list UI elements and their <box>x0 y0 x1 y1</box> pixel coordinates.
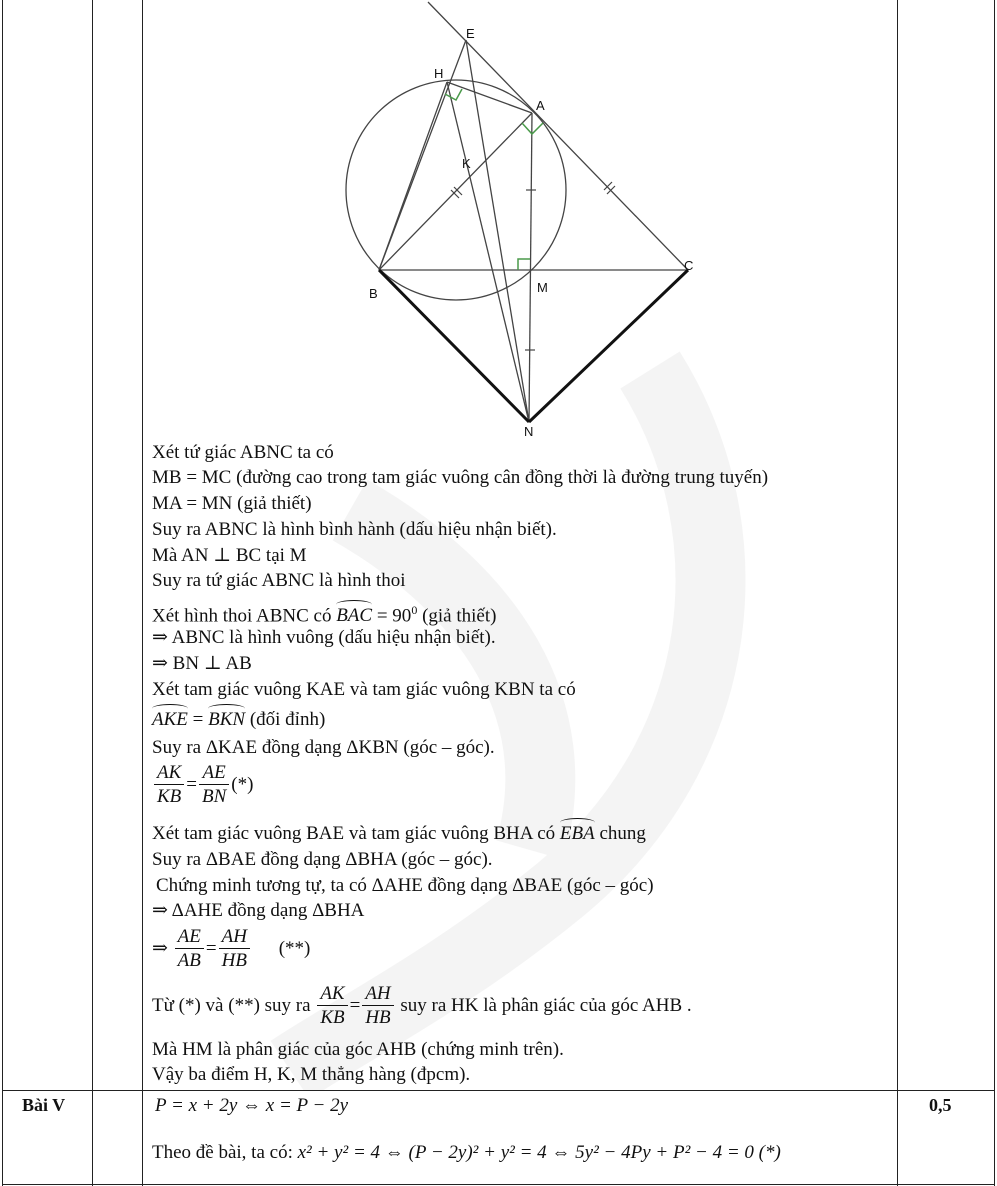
fraction-num: AH <box>362 983 393 1006</box>
right-angle-m <box>518 259 530 270</box>
proof-line-4: Suy ra ABNC là hình bình hành (dấu hiệu nhận biết). <box>152 519 557 540</box>
proof-line-7-note: (giả thiết) <box>422 605 497 627</box>
equals-sign: = <box>186 773 197 795</box>
label-e: E <box>466 26 475 41</box>
proof-line-17: ⇒ ΔAHE đồng dạng ΔBHA <box>152 900 365 921</box>
fraction-num: AH <box>219 926 250 949</box>
fraction-ah-hb <box>219 926 250 973</box>
proof-line-6: Suy ra tứ giác ABNC là hình thoi <box>152 570 406 591</box>
table-border-bottom <box>2 1184 995 1185</box>
table-border-right <box>994 0 995 1186</box>
fraction-den: AB <box>177 950 201 971</box>
bai-v-line-1: P = x + 2y ⇔ x = P − 2y <box>155 1095 349 1116</box>
fraction-den: KB <box>320 1007 345 1028</box>
proof-line-19-pre: Từ (*) và (**) suy ra <box>152 994 311 1016</box>
segment-an <box>529 113 532 422</box>
proof-line-11-note: (đối đỉnh) <box>249 709 326 730</box>
segment-ha <box>447 82 532 113</box>
bai-v-equation: x² + y² = 4 ⇔ (P − 2y)² + y² = 4 ⇔ 5y² − 4Py + P² − 4 = 0 (*) <box>297 1142 781 1163</box>
proof-line-16: Chứng minh tương tự, ta có ΔAHE đồng dạng ΔBAE (góc – góc) <box>156 875 654 896</box>
segment-cn <box>529 270 688 422</box>
proof-line-14 <box>152 823 646 845</box>
angle-bkn: BKN <box>208 709 246 730</box>
proof-line-20: Mà HM là phân giác của góc AHB (chứng minh trên). <box>152 1039 564 1060</box>
proof-line-3: MA = MN (giả thiết) <box>152 493 312 514</box>
geometry-figure <box>330 0 730 440</box>
fraction-ah-hb <box>362 983 393 1030</box>
proof-line-2: MB = MC (đường cao trong tam giác vuông cân đồng thời là đường trung tuyến) <box>152 467 769 488</box>
proof-line-11 <box>152 709 325 731</box>
proof-line-5: Mà AN ⊥ BC tại M <box>152 545 307 566</box>
table-border-left <box>2 0 3 1186</box>
table-row-divider <box>2 1090 995 1091</box>
proof-line-14-end: chung <box>599 823 646 844</box>
proof-line-21: Vậy ba điểm H, K, M thẳng hàng (đpcm). <box>152 1064 471 1085</box>
bai-v-line-2-text: Theo đề bài, ta có: <box>152 1142 293 1163</box>
angle-ake: AKE <box>152 709 188 730</box>
table-border-col2 <box>142 0 143 1186</box>
bai-v-label: Bài V <box>22 1095 66 1115</box>
tick-ac <box>604 182 612 190</box>
proof-line-9: ⇒ BN ⊥ AB <box>152 653 252 674</box>
angle-value: = 90 <box>376 605 412 627</box>
fraction-ak-kb <box>317 983 347 1030</box>
segment-hn <box>447 82 529 422</box>
label-h: H <box>434 66 444 81</box>
segment-ba <box>379 113 532 270</box>
proof-line-7-text: Xét hình thoi ABNC có <box>152 605 332 627</box>
degree-mark: 0 <box>411 603 418 617</box>
equation-tag: (**) <box>278 937 311 959</box>
proof-line-13 <box>152 762 253 809</box>
fraction-num: AK <box>317 983 347 1006</box>
proof-line-18 <box>152 926 310 973</box>
proof-line-1: Xét tứ giác ABNC ta có <box>152 442 334 463</box>
proof-line-19 <box>152 983 692 1030</box>
fraction-den: HB <box>221 950 247 971</box>
fraction-ae-ab <box>175 926 204 973</box>
proof-line-15: Suy ra ΔBAE đồng dạng ΔBHA (góc – góc). <box>152 849 493 870</box>
angle-eba: EBA <box>559 823 595 844</box>
fraction-den: HB <box>365 1007 391 1028</box>
label-m: M <box>537 280 548 295</box>
proof-line-7 <box>152 599 496 627</box>
fraction-num: AK <box>154 762 184 785</box>
proof-line-10: Xét tam giác vuông KAE và tam giác vuông KBN ta có <box>152 679 576 700</box>
label-n: N <box>524 424 534 439</box>
right-angle-h <box>445 89 462 100</box>
segment-bn <box>379 270 529 422</box>
label-b: B <box>369 286 378 301</box>
fraction-num: AE <box>175 926 204 949</box>
label-a: A <box>536 98 545 113</box>
fraction-num: AE <box>199 762 229 785</box>
equals-sign: = <box>192 709 204 730</box>
table-border-col1 <box>92 0 93 1186</box>
fraction-den: BN <box>202 786 227 807</box>
label-k: K <box>462 156 471 171</box>
proof-line-14-text: Xét tam giác vuông BAE và tam giác vuông BHA có <box>152 823 556 844</box>
bai-v-score: 0,5 <box>929 1095 952 1115</box>
segment-be <box>379 40 466 270</box>
bai-v-line-2 <box>152 1142 781 1164</box>
proof-line-19-post: suy ra HK là phân giác của góc AHB . <box>400 994 692 1016</box>
equals-sign: = <box>205 937 217 959</box>
equation-tag: (*) <box>231 773 254 795</box>
proof-line-12: Suy ra ΔKAE đồng dạng ΔKBN (góc – góc). <box>152 737 495 758</box>
label-c: C <box>684 258 694 273</box>
table-border-col3 <box>897 0 898 1186</box>
proof-line-8: ⇒ ABNC là hình vuông (dấu hiệu nhận biết). <box>152 627 496 648</box>
fraction-ak-kb <box>154 762 184 809</box>
fraction-den: KB <box>157 786 182 807</box>
angle-bac: BAC <box>336 605 373 627</box>
implies-sign: ⇒ <box>152 937 168 959</box>
equals-sign: = <box>349 994 361 1016</box>
fraction-ae-bn <box>199 762 229 809</box>
